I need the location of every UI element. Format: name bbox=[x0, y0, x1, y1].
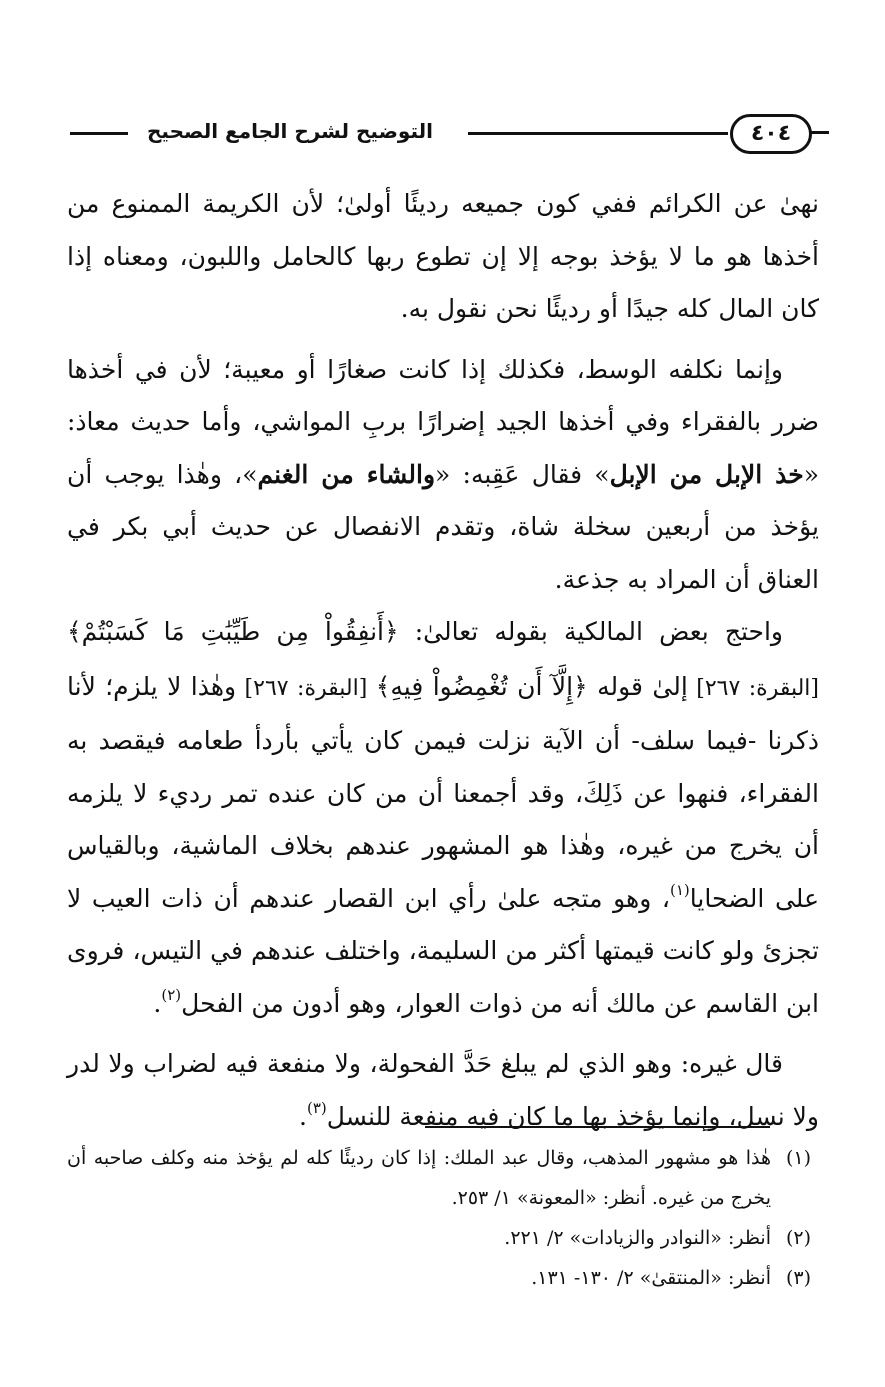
footnote-1 bbox=[67, 1138, 819, 1218]
hadith-quote-1: خذ الإبل من الإبل bbox=[609, 459, 804, 489]
verse-reference-1: [البقرة: ٢٦٧] bbox=[687, 675, 819, 701]
paragraph-4-text-a: قال غيره: وهو الذي لم يبلغ حَدَّ الفحولة، ولا منفعة فيه لضراب ولا لدر ولا نسل، وإنما يؤخذ بها ما كان فيه منفعة للنسل bbox=[67, 1049, 819, 1131]
footnote-text: هٰذا هو مشهور المذهب، وقال عبد الملك: إذا كان رديئًا كله لم يؤخذ منه وكلف صاحبه أن يخرج من غيره. أنظر: «المعونة» ١/ ٢٥٣. bbox=[67, 1147, 771, 1209]
quran-verse-1: ﴿أَنفِقُواْ مِن طَيِّبَٰتِ مَا كَسَبْتُمْ﴾ bbox=[67, 617, 399, 646]
verse-reference-2: [البقرة: ٢٦٧] bbox=[236, 675, 376, 701]
hadith-quote-2: والشاء من الغنم bbox=[257, 459, 436, 489]
paragraph-1 bbox=[67, 178, 819, 336]
quran-verse-2: ﴿إِلَّآ أَن تُغْمِضُواْ فِيهِ﴾ bbox=[375, 671, 588, 701]
running-title: التوضيح لشرح الجامع الصحيح bbox=[147, 119, 433, 143]
footnote-number: (٣) bbox=[785, 1267, 811, 1289]
footnotes bbox=[67, 1138, 819, 1298]
page-number-ornament bbox=[720, 110, 830, 160]
paragraph-1-text: نهىٰ عن الكرائم ففي كون جميعه رديئًا أولىٰ؛ لأن الكريمة الممنوع من أخذها هو ما لا يؤخذ بوجه إلا إن تطوع ربها كالحامل واللبون، ومعناه إذا كان المال كله جيدًا أو رديئًا نحن نقول به. bbox=[67, 189, 819, 323]
paragraph-3-text-a: واحتج بعض المالكية بقوله تعالىٰ: bbox=[398, 617, 783, 646]
footnote-ref-2[interactable]: (٢) bbox=[161, 985, 182, 1004]
header-rule-right bbox=[468, 132, 728, 135]
header-rule-left bbox=[70, 132, 128, 135]
paragraph-3-text-e: . bbox=[153, 988, 162, 1018]
footnote-ref-3[interactable]: (٣) bbox=[307, 1098, 327, 1117]
footnote-number: (١) bbox=[785, 1147, 811, 1169]
paragraph-4-text-b: . bbox=[299, 1101, 307, 1131]
paragraph-3-text-b: إلىٰ قوله bbox=[587, 671, 688, 701]
paragraph-2-text-a: وإنما نكلفه الوسط، فكذلك إذا كانت صغارًا أو معيبة؛ لأن في أخذها ضرر بالفقراء وفي أخذها الجيد إضرارًا بربِ المواشي، وأما حديث معاذ: « bbox=[67, 354, 819, 489]
paragraph-2-text-c: »، وهٰذا يوجب أن يؤخذ من أربعين سخلة شاة، وتقدم الانفصال عن حديث أبي بكر في العناق أن المراد به جذعة. bbox=[67, 459, 819, 594]
footnote-separator bbox=[425, 1126, 770, 1128]
footnote-3 bbox=[67, 1258, 819, 1298]
footnote-number: (٢) bbox=[785, 1227, 811, 1249]
paragraph-2 bbox=[67, 344, 819, 607]
footnote-text: أنظر: «النوادر والزيادات» ٢/ ٢٢١. bbox=[504, 1227, 771, 1249]
paragraph-3 bbox=[67, 606, 819, 1030]
page-number: ٤٠٤ bbox=[750, 121, 792, 146]
footnote-2 bbox=[67, 1218, 819, 1258]
footnote-ref-1[interactable]: (١) bbox=[669, 880, 690, 899]
paragraph-3-text-c: وهٰذا لا يلزم؛ لأنا ذكرنا -فيما سلف- أن الآية نزلت فيمن كان يأتي بأردأ طعامه فيقصد به الفقراء، فنهوا عن ذَلِكَ، وقد أجمعنا أن من كان عنده تمر رديء لا يلزمه أن يخرج من غيره، وهٰذا هو المشهور عندهم بخلاف الماشية، وبالقياس على الضحايا bbox=[67, 671, 819, 913]
paragraph-2-text-b: » فقال عَقِبه: « bbox=[435, 459, 610, 489]
main-text bbox=[67, 178, 819, 1143]
footnote-text: أنظر: «المنتقىٰ» ٢/ ١٣٠- ١٣١. bbox=[531, 1267, 771, 1289]
page-number-frame bbox=[730, 114, 812, 154]
page-header bbox=[60, 110, 830, 160]
paragraph-3-text-d: ، وهو متجه علىٰ رأي ابن القصار عندهم أن ذات العيب لا تجزئ ولو كانت قيمتها أكثر من السليمة، واختلف عندهم في التيس، فروى ابن القاسم عن مالك أنه من ذوات العوار، وهو أدون من الفحل bbox=[67, 883, 819, 1018]
